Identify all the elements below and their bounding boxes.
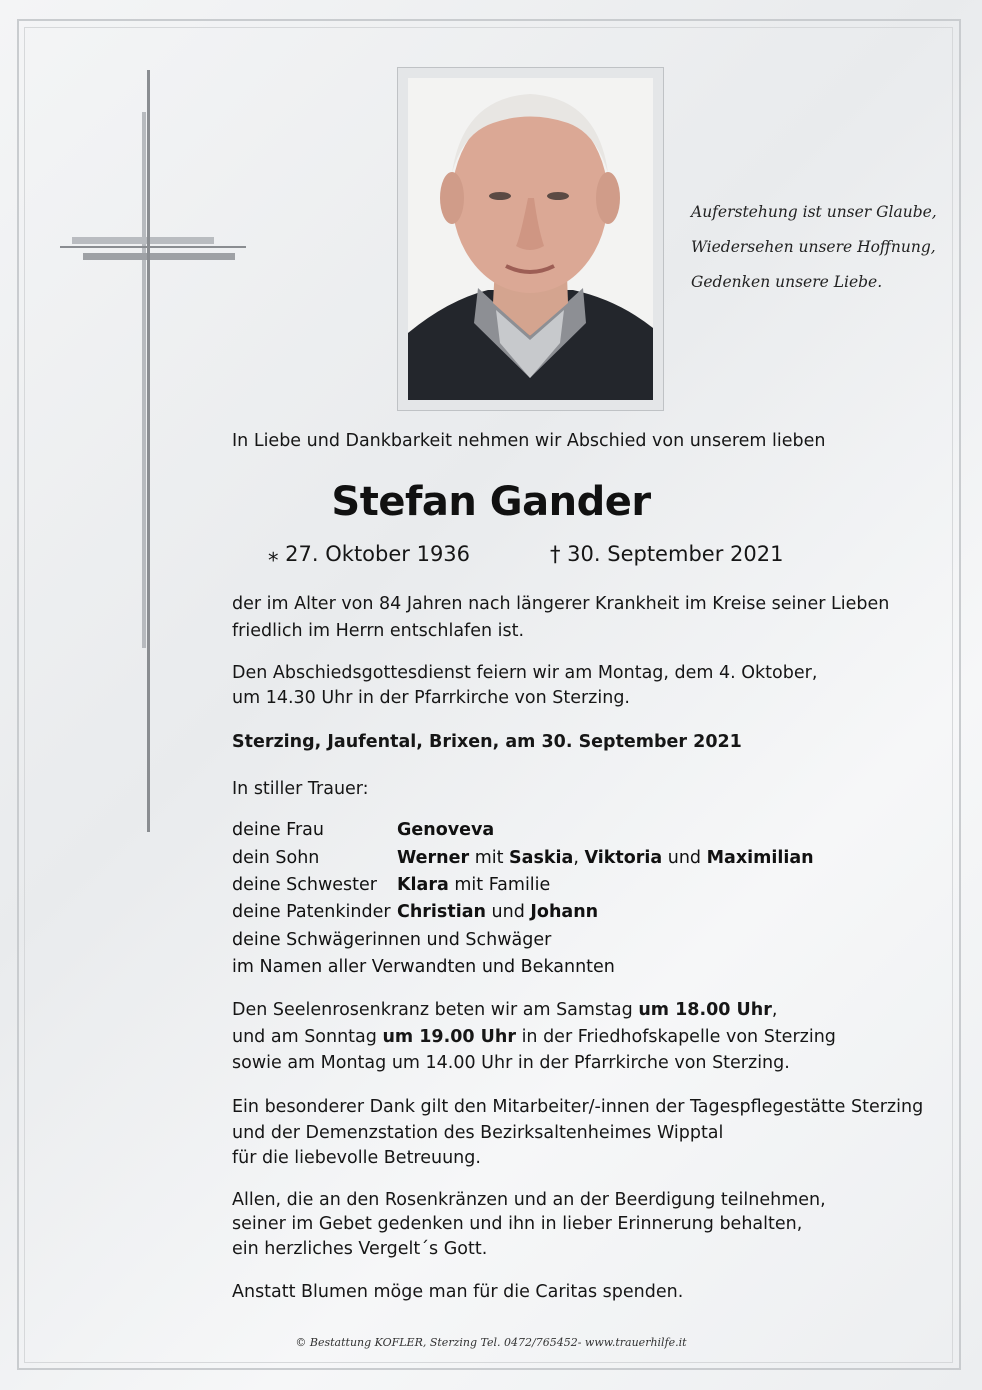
flowers-note: Anstatt Blumen möge man für die Caritas spenden. <box>232 1282 684 1302</box>
family-names <box>397 845 814 872</box>
connector-text: mit Familie <box>448 875 551 895</box>
place-date: Sterzing, Jaufental, Brixen, am 30. September 2021 <box>232 732 742 752</box>
family-member: Genoveva <box>397 820 495 840</box>
deceased-name: Stefan Gander <box>331 479 651 525</box>
family-member: Johann <box>530 902 599 922</box>
mourning-intro: In stiller Trauer: <box>232 779 369 799</box>
rosary-text: und am Sonntag <box>232 1027 383 1047</box>
family-relation: deine Frau <box>232 820 324 840</box>
rosary-line <box>232 1024 836 1051</box>
birth-date: ⁎ 27. Oktober 1936 <box>268 542 471 566</box>
rosary-text: , <box>771 1000 778 1020</box>
family-relation: deine Schwester <box>232 875 377 895</box>
death-date: † 30. September 2021 <box>550 542 784 566</box>
connector-text: mit <box>469 848 510 868</box>
connector-text: und <box>485 902 531 922</box>
quote-line: Wiedersehen unsere Hoffnung, <box>691 238 936 256</box>
family-line: deine Schwägerinnen und Schwäger <box>232 930 552 950</box>
gratitude-line: Allen, die an den Rosenkränzen und an der Beerdigung teilnehmen, <box>232 1190 826 1210</box>
service-line: um 14.30 Uhr in der Pfarrkirche von Sterzing. <box>232 688 630 708</box>
rosary-time: um 18.00 Uhr <box>638 1000 772 1020</box>
portrait-photo <box>408 78 653 400</box>
portrait-frame <box>397 67 664 411</box>
connector-text: , <box>573 848 585 868</box>
family-member: Saskia <box>509 848 574 868</box>
service-line: Den Abschiedsgottesdienst feiern wir am Montag, dem 4. Oktober, <box>232 663 818 683</box>
family-names <box>397 899 598 926</box>
family-member: Viktoria <box>584 848 663 868</box>
family-names <box>397 817 494 844</box>
thanks-line: für die liebevolle Betreuung. <box>232 1148 481 1168</box>
footer-credit: © Bestattung KOFLER, Sterzing Tel. 0472/765452- www.trauerhilfe.it <box>295 1336 687 1349</box>
thanks-line: und der Demenzstation des Bezirksaltenheimes Wipptal <box>232 1123 724 1143</box>
cross-icon <box>0 0 260 840</box>
rosary-time: um 19.00 Uhr <box>382 1027 516 1047</box>
thanks-line: Ein besonderer Dank gilt den Mitarbeiter/-innen der Tagespflegestätte Sterzing <box>232 1097 924 1117</box>
intro-text: In Liebe und Dankbarkeit nehmen wir Abschied von unserem lieben <box>232 431 826 451</box>
gratitude-line: ein herzliches Vergelt´s Gott. <box>232 1239 488 1259</box>
rosary-line <box>232 997 777 1024</box>
gratitude-line: seiner im Gebet gedenken und ihn in lieber Erinnerung behalten, <box>232 1214 803 1234</box>
quote-line: Gedenken unsere Liebe. <box>691 273 883 291</box>
family-relation: deine Patenkinder <box>232 902 391 922</box>
family-line: im Namen aller Verwandten und Bekannten <box>232 957 615 977</box>
family-member: Maximilian <box>706 848 814 868</box>
paragraph-line: der im Alter von 84 Jahren nach längerer Krankheit im Kreise seiner Lieben <box>232 594 890 614</box>
family-member: Klara <box>397 875 449 895</box>
quote-text <box>691 195 961 300</box>
rosary-line: sowie am Montag um 14.00 Uhr in der Pfarrkirche von Sterzing. <box>232 1053 790 1073</box>
connector-text: und <box>662 848 707 868</box>
quote-line: Auferstehung ist unser Glaube, <box>691 203 937 221</box>
paragraph-line: friedlich im Herrn entschlafen ist. <box>232 621 525 641</box>
family-member: Werner <box>397 848 470 868</box>
family-relation: dein Sohn <box>232 848 320 868</box>
family-member: Christian <box>397 902 486 922</box>
rosary-text: in der Friedhofskapelle von Sterzing <box>516 1027 836 1047</box>
family-names <box>397 872 550 899</box>
rosary-text: Den Seelenrosenkranz beten wir am Samstag <box>232 1000 639 1020</box>
